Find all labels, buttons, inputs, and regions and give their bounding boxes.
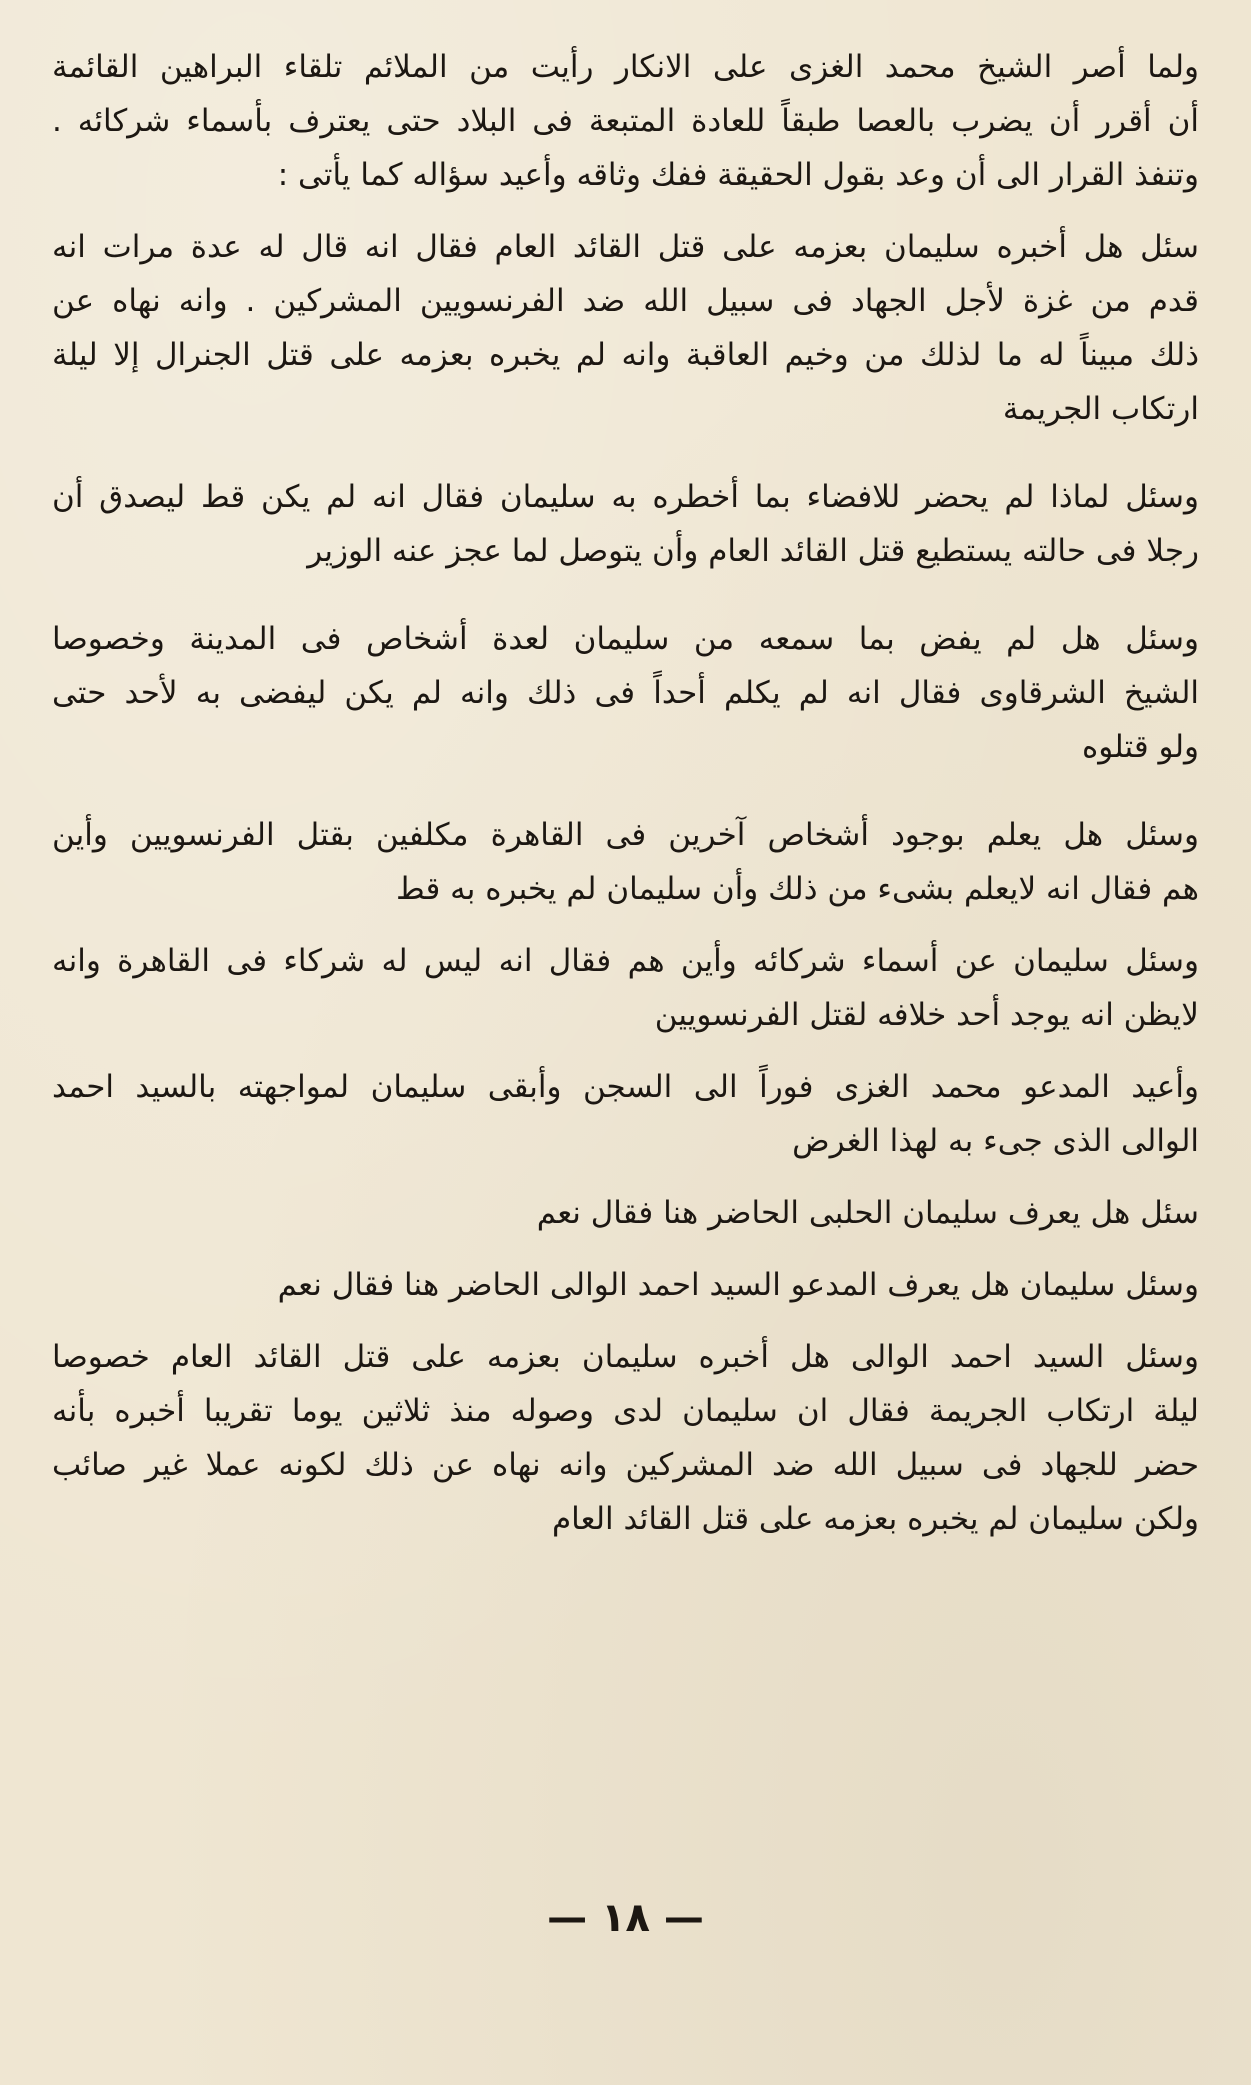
text-line: وسئل سليمان هل يعرف المدعو السيد احمد الوالى الحاضر هنا فقال نعم [277,1267,1199,1303]
text-line: رجلا فى حالته يستطيع قتل القائد العام وأن يتوصل لما عجز عنه الوزير [307,533,1199,569]
text-line: وسئل لماذا لم يحضر للافضاء بما أخطره به سليمان فقال انه لم يكن قط ليصدق أن [52,479,1199,515]
text-line: وسئل هل يعلم بوجود أشخاص آخرين فى القاهرة مكلفين بقتل الفرنسويين وأين [52,817,1199,853]
text-line: سئل هل يعرف سليمان الحلبى الحاضر هنا فقال نعم [536,1195,1199,1231]
text-line: وسئل السيد احمد الوالى هل أخبره سليمان بعزمه على قتل القائد العام خصوصا [52,1339,1199,1375]
text-line: أن أقرر أن يضرب بالعصا طبقاً للعادة المتبعة فى البلاد حتى يعترف بأسماء شركائه . [52,103,1199,139]
text-line: سئل هل أخبره سليمان بعزمه على قتل القائد العام فقال انه قال له عدة مرات انه [52,229,1199,265]
page-number: — ١٨ — [547,1895,704,1941]
text-line: الوالى الذى جىء به لهذا الغرض [792,1123,1199,1159]
page-body [52,40,1199,1546]
text-line: ولو قتلوه [1082,729,1199,765]
text-line: وتنفذ القرار الى أن وعد بقول الحقيقة ففك وثاقه وأعيد سؤاله كما يأتى : [277,157,1199,193]
text-line: قدم من غزة لأجل الجهاد فى سبيل الله ضد الفرنسويين المشركين . وانه نهاه عن [52,283,1199,319]
text-line: هم فقال انه لايعلم بشىء من ذلك وأن سليمان لم يخبره به قط [396,871,1199,907]
text-line: ولما أصر الشيخ محمد الغزى على الانكار رأيت من الملائم تلقاء البراهين القائمة [52,49,1199,85]
text-line: ليلة ارتكاب الجريمة فقال ان سليمان لدى وصوله منذ ثلاثين يوما تقريبا أخبره بأنه [52,1393,1199,1429]
text-line: وسئل هل لم يفض بما سمعه من سليمان لعدة أشخاص فى المدينة وخصوصا [52,621,1199,657]
text-line: ذلك مبيناً له ما لذلك من وخيم العاقبة وانه لم يخبره بعزمه على قتل الجنرال إلا ليلة [52,337,1199,373]
text-line: ارتكاب الجريمة [1002,391,1199,427]
text-line: وأعيد المدعو محمد الغزى فوراً الى السجن وأبقى سليمان لمواجهته بالسيد احمد [52,1069,1199,1105]
text-line: وسئل سليمان عن أسماء شركائه وأين هم فقال انه ليس له شركاء فى القاهرة وانه [52,943,1199,979]
text-line: حضر للجهاد فى سبيل الله ضد المشركين وانه نهاه عن ذلك لكونه عملا غير صائب [52,1447,1199,1483]
text-line: ولكن سليمان لم يخبره بعزمه على قتل القائد العام [551,1501,1199,1537]
text-line: لايظن انه يوجد أحد خلافه لقتل الفرنسويين [654,997,1199,1033]
text-line: الشيخ الشرقاوى فقال انه لم يكلم أحداً فى ذلك وانه لم يكن ليفضى به لأحد حتى [52,675,1199,711]
